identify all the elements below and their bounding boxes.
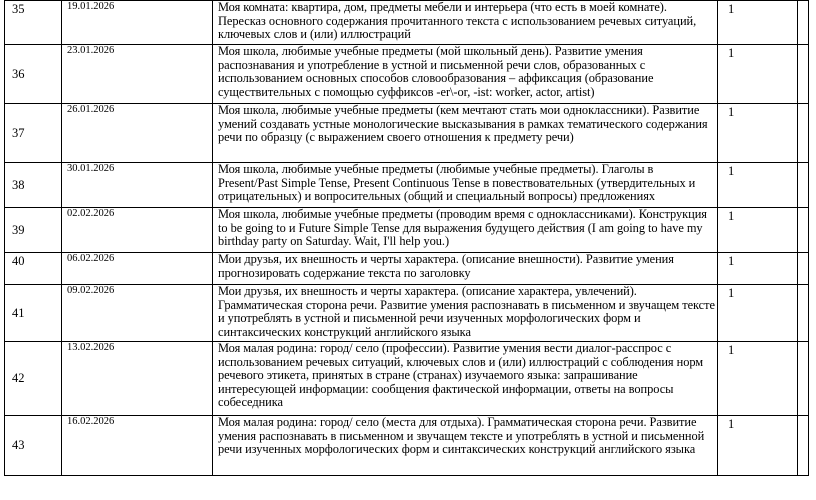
table-row [5,253,809,285]
lesson-number: 42 [5,342,62,416]
lesson-number: 40 [5,253,62,285]
lesson-date: 06.02.2026 [62,253,213,285]
lesson-hours: 1 [718,342,798,416]
empty-cell [798,285,809,342]
lesson-date: 23.01.2026 [62,45,213,104]
lesson-number: 43 [5,416,62,476]
lesson-number: 41 [5,285,62,342]
lesson-date: 13.02.2026 [62,342,213,416]
lesson-hours: 1 [718,208,798,253]
empty-cell [798,45,809,104]
lesson-date: 02.02.2026 [62,208,213,253]
empty-cell [798,1,809,45]
table-row [5,45,809,104]
lesson-topic: Мои друзья, их внешность и черты характера. (описание характера, увлечений). Грамматическая сторона речи. Развитие умения распознавать в письменном и звучащем тексте и употреблять в устной и письменной речи изученных морфологических форм и синтаксических конструкций английского языка [213,285,718,342]
table-row [5,1,809,45]
empty-cell [798,104,809,163]
lesson-topic: Моя малая родина: город/ село (профессии). Развитие умения вести диалог-расспрос с использованием речевых ситуаций, ключевых слов и (или) иллюстраций с соблюдения норм речевого этикета, принятых в стране (странах) изучаемого языка: запрашивание интересующей информации: сообщения фактической информации, ответы на вопросы собеседника [213,342,718,416]
lesson-number: 39 [5,208,62,253]
lesson-topic: Моя школа, любимые учебные предметы (кем мечтают стать мои одноклассники). Развитие умений создавать устные монологические высказывания в рамках тематического содержания речи по образцу (с выражением своего отношения к предмету речи) [213,104,718,163]
lesson-hours: 1 [718,253,798,285]
lesson-plan-table [4,0,809,476]
lesson-hours: 1 [718,416,798,476]
lesson-topic: Моя школа, любимые учебные предметы (проводим время с одноклассниками). Конструкция to be going to и Future Simple Tense для выражения будущего действия (I am going to have my birthday party on Saturday. Wait, I'll help you.) [213,208,718,253]
lesson-hours: 1 [718,1,798,45]
lesson-hours: 1 [718,163,798,208]
lesson-topic: Мои друзья, их внешность и черты характера. (описание внешности). Развитие умения прогнозировать содержание текста по заголовку [213,253,718,285]
table-row [5,416,809,476]
lesson-number: 38 [5,163,62,208]
lesson-number: 36 [5,45,62,104]
table-row [5,285,809,342]
lesson-hours: 1 [718,285,798,342]
lesson-number: 35 [5,1,62,45]
table-row [5,208,809,253]
lesson-date: 19.01.2026 [62,1,213,45]
empty-cell [798,342,809,416]
empty-cell [798,416,809,476]
lesson-topic: Моя школа, любимые учебные предметы (любимые учебные предметы). Глаголы в Present/Past Simple Tense, Present Continuous Tense в повествовательных (утвердительных и отрицательных) и вопросительных (общий и специальный вопросы) предложениях [213,163,718,208]
empty-cell [798,253,809,285]
lesson-hours: 1 [718,45,798,104]
lesson-date: 16.02.2026 [62,416,213,476]
lesson-date: 09.02.2026 [62,285,213,342]
lesson-number: 37 [5,104,62,163]
lesson-hours: 1 [718,104,798,163]
lesson-date: 26.01.2026 [62,104,213,163]
empty-cell [798,163,809,208]
empty-cell [798,208,809,253]
table-row [5,163,809,208]
lesson-topic: Моя комната: квартира, дом, предметы мебели и интерьера (что есть в моей комнате). Пересказ основного содержания прочитанного текста с использованием речевых ситуаций, ключевых слов и (или) иллюстраций [213,1,718,45]
lesson-topic: Моя малая родина: город/ село (места для отдыха). Грамматическая сторона речи. Развитие умения распознавать в письменном и звучащем тексте и употреблять в устной и письменной речи изученных морфологических форм и синтаксических конструкций английского языка [213,416,718,476]
lesson-date: 30.01.2026 [62,163,213,208]
table-row [5,104,809,163]
lesson-topic: Моя школа, любимые учебные предметы (мой школьный день). Развитие умения распознавания и употребление в устной и письменной речи слов, образованных с использованием основных способов словообразования – аффиксация (образование существительных с помощью суффиксов -er\-or, -ist: worker, actor, artist) [213,45,718,104]
table-row [5,342,809,416]
